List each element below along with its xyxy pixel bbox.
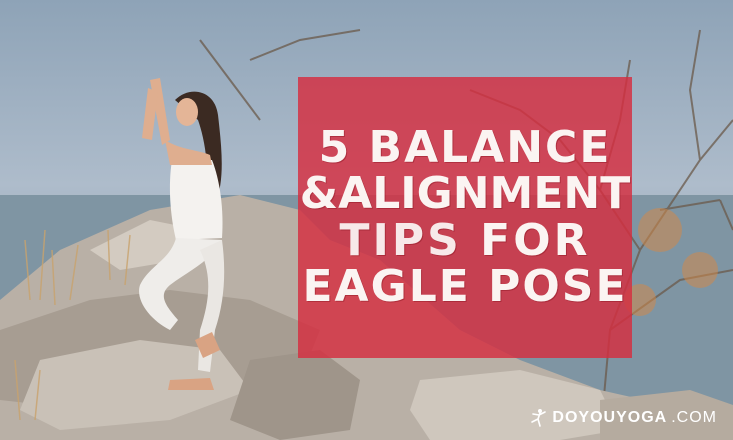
doyouyoga-logo[interactable] (528, 408, 717, 428)
title-banner (298, 77, 632, 358)
title-for-word: FOR (461, 214, 591, 266)
title-line-2: &ALIGNMENT (299, 168, 631, 220)
logo-brand-text: DOYOUYOGA (552, 409, 668, 426)
title-line-3 (339, 214, 591, 266)
yoga-figure-icon (528, 408, 548, 428)
title-line-1: 5 BALANCE (318, 122, 612, 174)
title-line-4: EAGLE POSE (302, 260, 628, 312)
title-tips-word: TIPS (339, 214, 462, 266)
logo-tld-text: .COM (671, 409, 717, 426)
